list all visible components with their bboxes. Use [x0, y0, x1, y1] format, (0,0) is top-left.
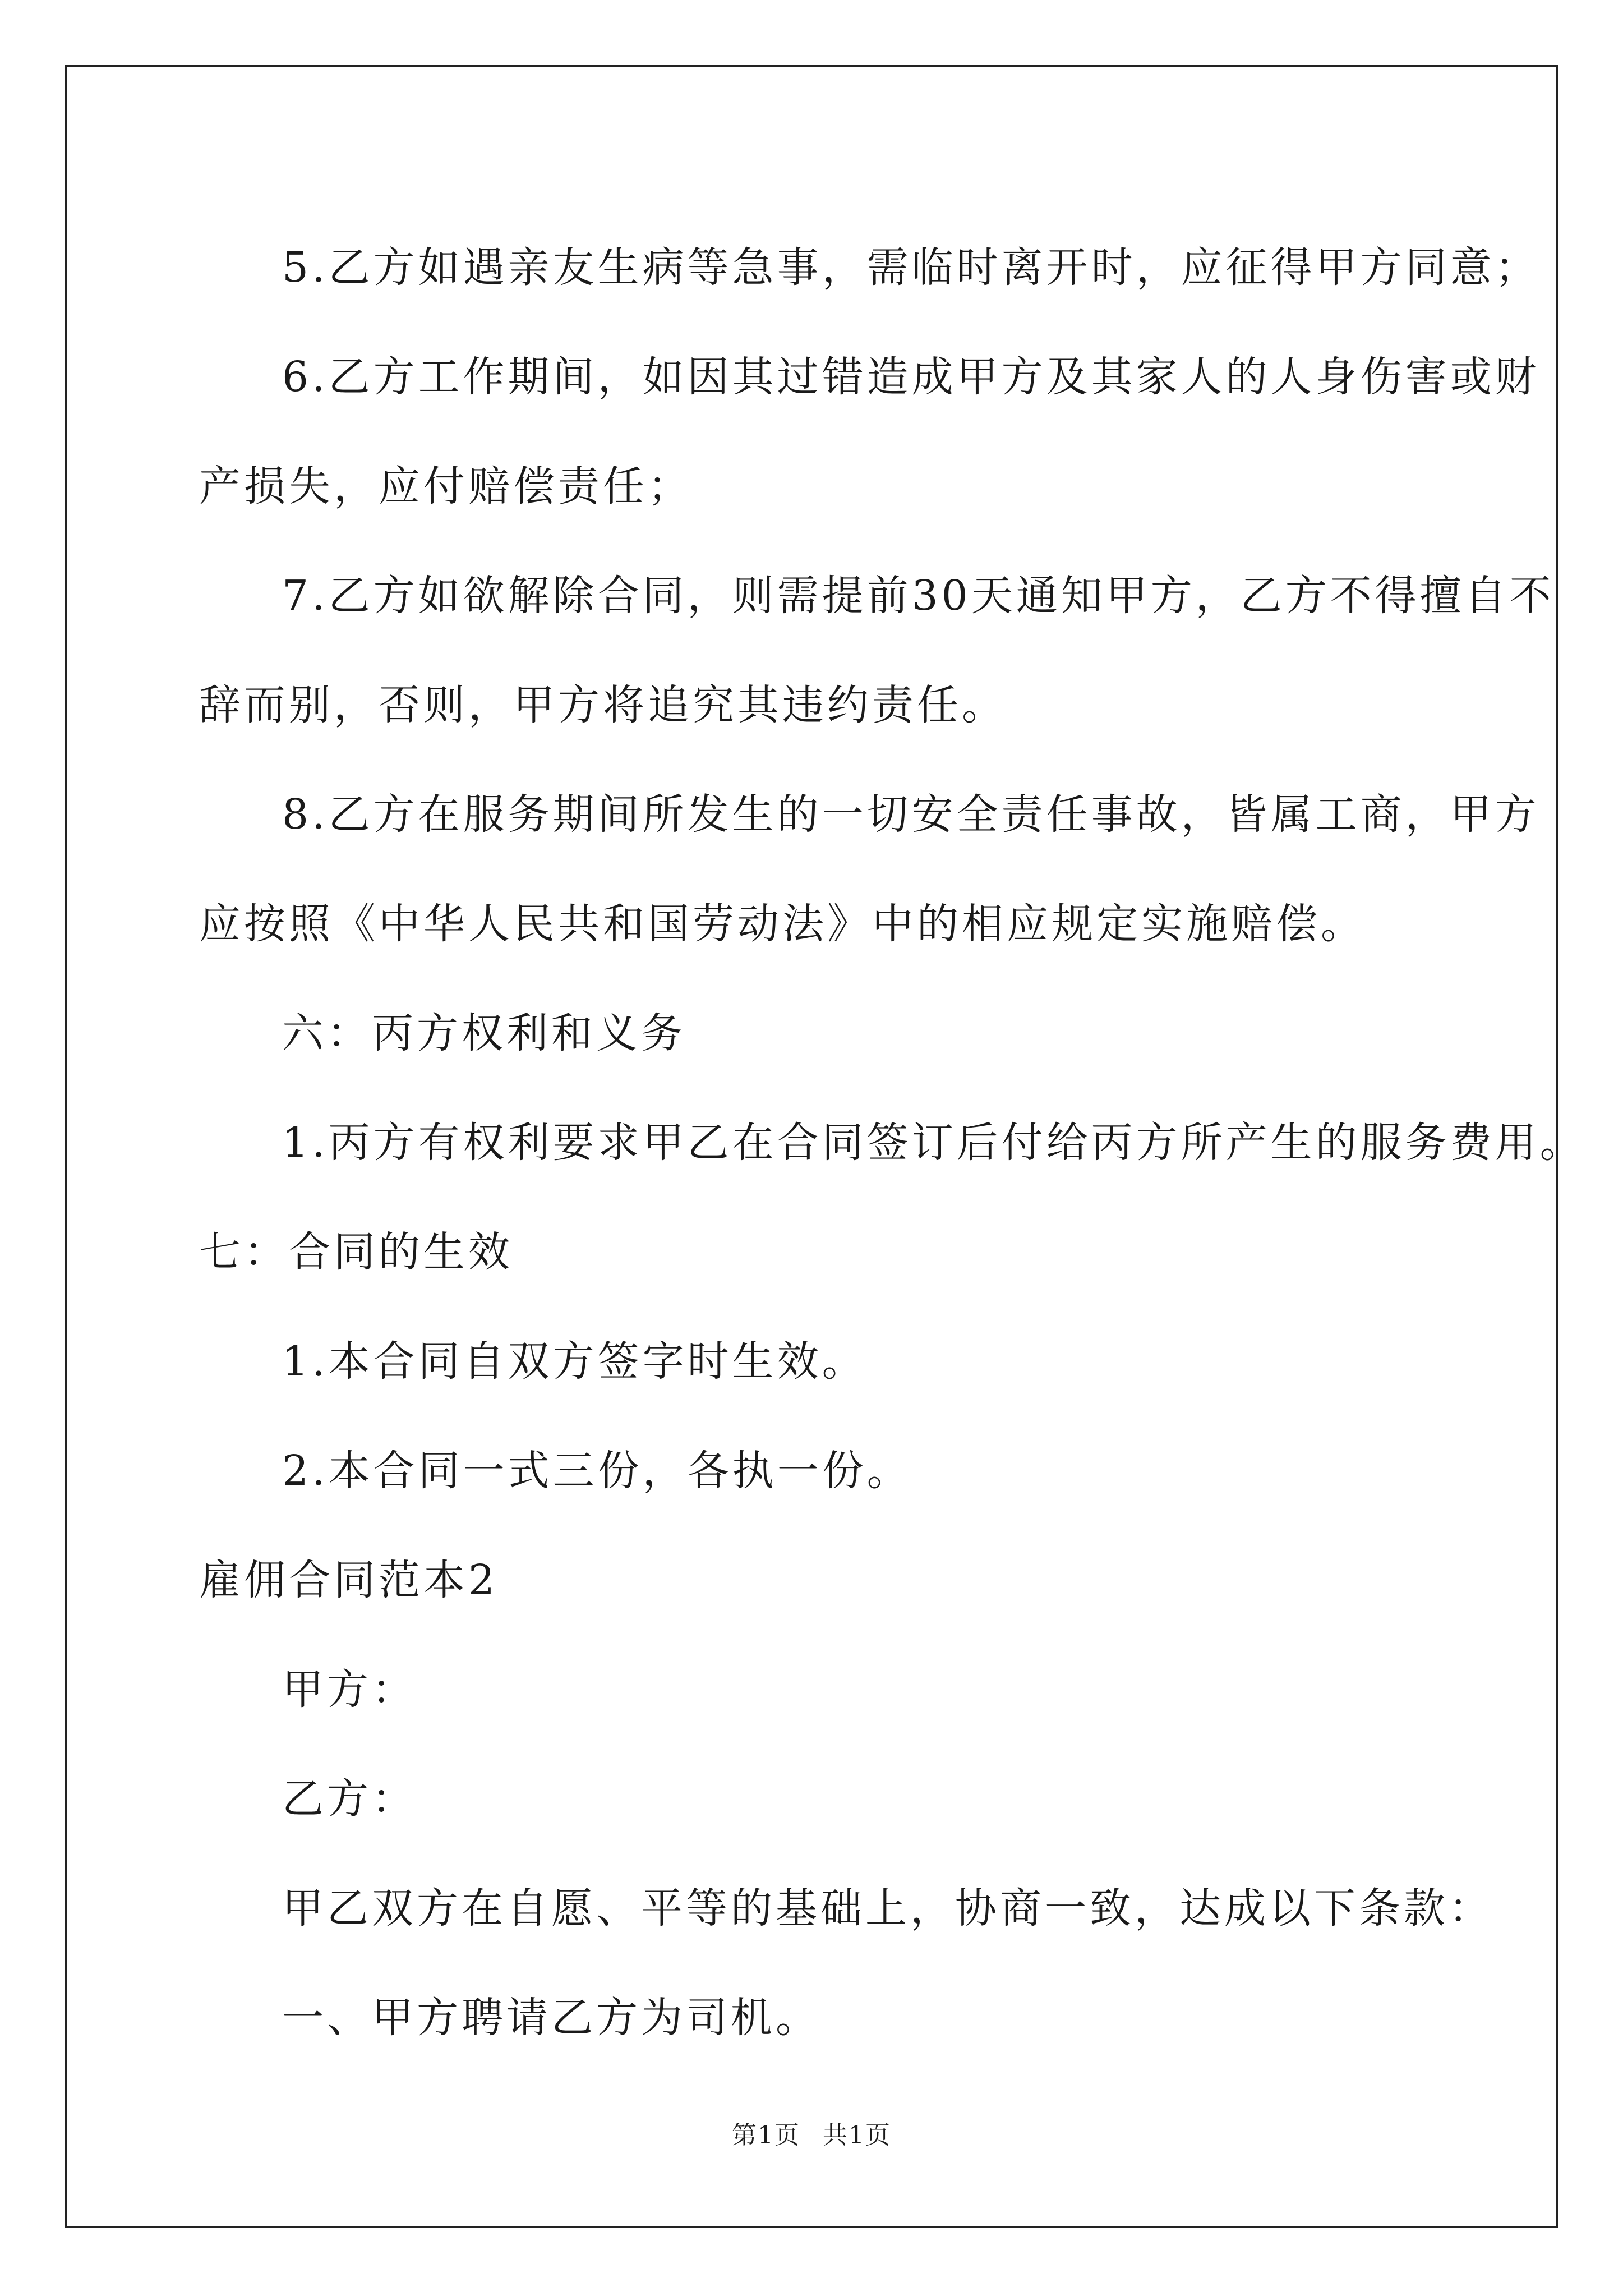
paragraph-continuation: 产损失，应付赔偿责任；: [199, 462, 693, 510]
party-b-field: 乙方：: [282, 1775, 417, 1823]
paragraph: 5.乙方如遇亲友生病等急事，需临时离开时，应征得甲方同意；: [282, 243, 1540, 292]
document-body: [199, 213, 1585, 2073]
paragraph: 1.丙方有权利要求甲乙在合同签订后付给丙方所产生的服务费用。: [282, 1119, 1585, 1167]
page-total: 共1页: [823, 2121, 891, 2150]
page-number: 第1页: [732, 2121, 800, 2150]
paragraph: 8.乙方在服务期间所发生的一切安全责任事故，皆属工商，甲方: [282, 790, 1540, 839]
paragraph: 2.本合同一式三份，各执一份。: [282, 1447, 912, 1495]
paragraph: 甲乙双方在自愿、平等的基础上，协商一致，达成以下条款：: [282, 1884, 1493, 1932]
paragraph: 6.乙方工作期间，如因其过错造成甲方及其家人的人身伤害或财: [282, 353, 1540, 401]
document-title: 雇佣合同范本2: [199, 1556, 499, 1604]
paragraph: 一、甲方聘请乙方为司机。: [282, 1994, 820, 2042]
section-heading: 六：丙方权利和义务: [282, 1009, 686, 1057]
paragraph: 1.本合同自双方签字时生效。: [282, 1337, 867, 1386]
page-footer: [0, 2115, 1623, 2151]
paragraph-continuation: 辞而别，否则，甲方将追究其违约责任。: [199, 681, 1007, 729]
paragraph-continuation: 应按照《中华人民共和国劳动法》中的相应规定实施赔偿。: [199, 900, 1366, 948]
party-a-field: 甲方：: [282, 1665, 417, 1714]
paragraph: 7.乙方如欲解除合同，则需提前30天通知甲方，乙方不得擅自不: [282, 572, 1555, 620]
section-heading: 七：合同的生效: [199, 1228, 513, 1276]
